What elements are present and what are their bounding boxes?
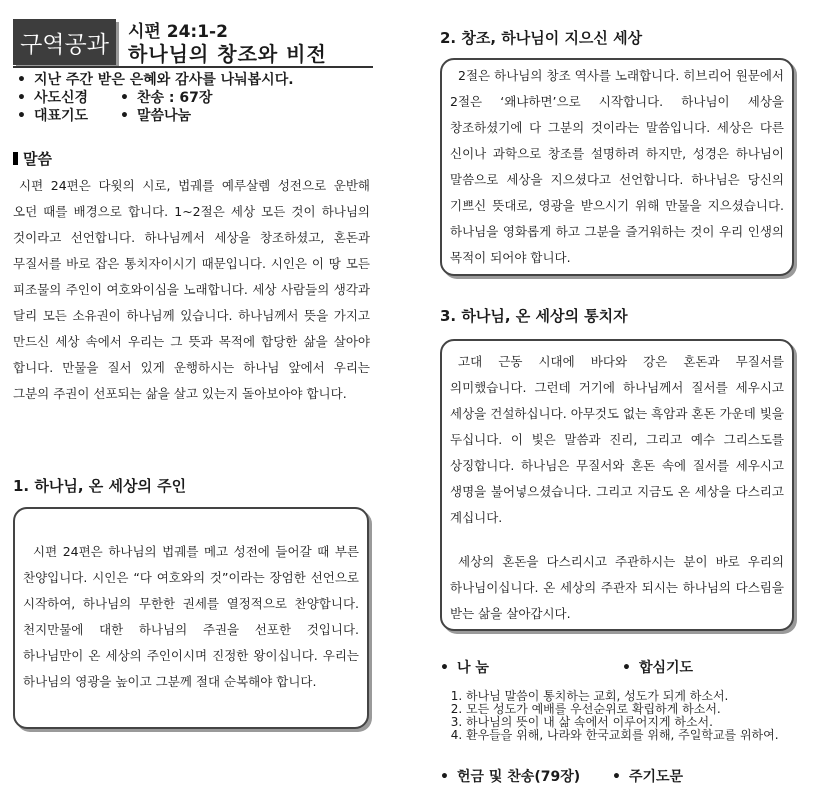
section2-heading: 2. 창조, 하나님이 지으신 세상 (440, 29, 643, 47)
section3-heading: 3. 하나님, 온 세상의 통치자 (440, 307, 628, 325)
order-hymn: • 찬송 : 67장 (120, 87, 212, 107)
order-prayer: • 대표기도 (17, 105, 88, 125)
closing-offering: • 헌금 및 찬송(79장) (440, 766, 580, 786)
prayer-item: 3. 하나님의 뜻이 내 삶 속에서 이루어지게 하소서. (466, 716, 779, 729)
section2-text: 2절은 하나님의 창조 역사를 노래합니다. 히브리어 원문에서 2절은 ‘왜냐하면’으로 시작합니다. 하나님이 세상을 창조하셨기에 다 그분의 것이라는 말씀입니다. 세상은 다른 신이나 과학으로 창조를 설명하려 하지만, 성경은 하나님이 말씀으로 세상을 지으셨다고 선언합니다. 하나님은 당신의 기쁘신 뜻대로, 영광을 받으시기 위해 만물을 지으셨습니다. 하나님을 영화롭게 하고 그분을 즐거워하는 것이 우리 인생의 목적이 되어야 합니다. (450, 68, 784, 265)
header-divider (13, 66, 373, 68)
word-heading-label: 말씀 (23, 150, 52, 168)
prayer-item: 4. 환우들을 위해, 나라와 한국교회를 위해, 주일학교를 위하여. (466, 729, 779, 742)
prayer-item: 2. 모든 성도가 예배를 우선순위로 확립하게 하소서. (466, 703, 779, 716)
order-greeting: • 지난 주간 받은 은혜와 감사를 나눠봅시다. (17, 69, 294, 89)
section1-heading: 1. 하나님, 온 세상의 주인 (13, 477, 187, 495)
section3-text-1: 고대 근동 시대에 바다와 강은 혼돈과 무질서를 의미했습니다. 그런데 거기에 하나님께서 질서를 세우시고 세상을 건설하십니다. 아무것도 없는 흑암과 혼돈 가운데 빛을 두십니다. 이 빛은 말씀과 진리, 그리고 예수 그리스도를 상징합니다. 하나님은 무질서와 혼돈 속에 질서를 세우시고 생명을 불어넣으셨습니다. 그리고 지금도 온 세상을 다스리고 계십니다. (450, 354, 784, 525)
prayer-item: 1. 하나님 말씀이 통치하는 교회, 성도가 되게 하소서. (466, 690, 779, 703)
order-sharing: • 말씀나눔 (120, 105, 191, 125)
closing-sharing: • 나 눔 (440, 657, 489, 677)
closing-unison-prayer: • 합심기도 (622, 657, 693, 677)
lesson-title: 하나님의 창조와 비전 (128, 42, 327, 66)
word-heading (13, 148, 52, 169)
scripture-reference: 시편 24:1-2 (128, 22, 228, 42)
order-creed: • 사도신경 (17, 87, 88, 107)
section1-box (13, 507, 369, 729)
section3-text-2: 세상의 혼돈을 다스리시고 주관하시는 분이 바로 우리의 하나님이십니다. 온 세상의 주관자 되시는 하나님의 다스림을 받는 삶을 살아갑시다. (450, 554, 784, 621)
word-text: 시편 24편은 다윗의 시로, 법궤를 예루살렘 성전으로 운반해 오던 때를 배경으로 합니다. 1~2절은 세상 모든 것이 하나님의 것이라고 선언합니다. 하나님께서 세상을 창조하셨고, 혼돈과 무질서를 바로 잡은 통치자이시기 때문입니다. 시인은 이 땅 모든 피조물의 주인이 여호와이심을 노래합니다. 세상 사람들의 생각과 달리 모든 소유권이 하나님께 있습니다. 하나님께서 뜻을 가지고 만드신 세상 속에서 우리는 그 뜻과 목적에 합당한 삶을 살아야 합니다. 만물을 질서 있게 운행하시는 하나님 앞에서 우리는 그분의 주권이 선포되는 삶을 살고 있는지 돌아보아야 합니다. (13, 178, 370, 401)
section2-box (440, 58, 794, 276)
prayer-list (448, 690, 779, 742)
lesson-badge: 구역공과 (13, 19, 116, 65)
section3-box (440, 339, 794, 631)
square-bullet-icon (13, 152, 18, 165)
section1-text: 시편 24편은 하나님의 법궤를 메고 성전에 들어갈 때 부른 찬양입니다. 시인은 “다 여호와의 것”이라는 장엄한 선언으로 시작하여, 하나님의 무한한 권세를 열정적으로 찬양합니다. 천지만물에 대한 하나님의 주권을 선포한 것입니다. 하나님만이 온 세상의 주인이시며 진정한 왕이십니다. 우리는 하나님의 영광을 높이고 그분께 절대 순복해야 합니다. (23, 544, 359, 689)
closing-lords-prayer: • 주기도문 (612, 766, 683, 786)
